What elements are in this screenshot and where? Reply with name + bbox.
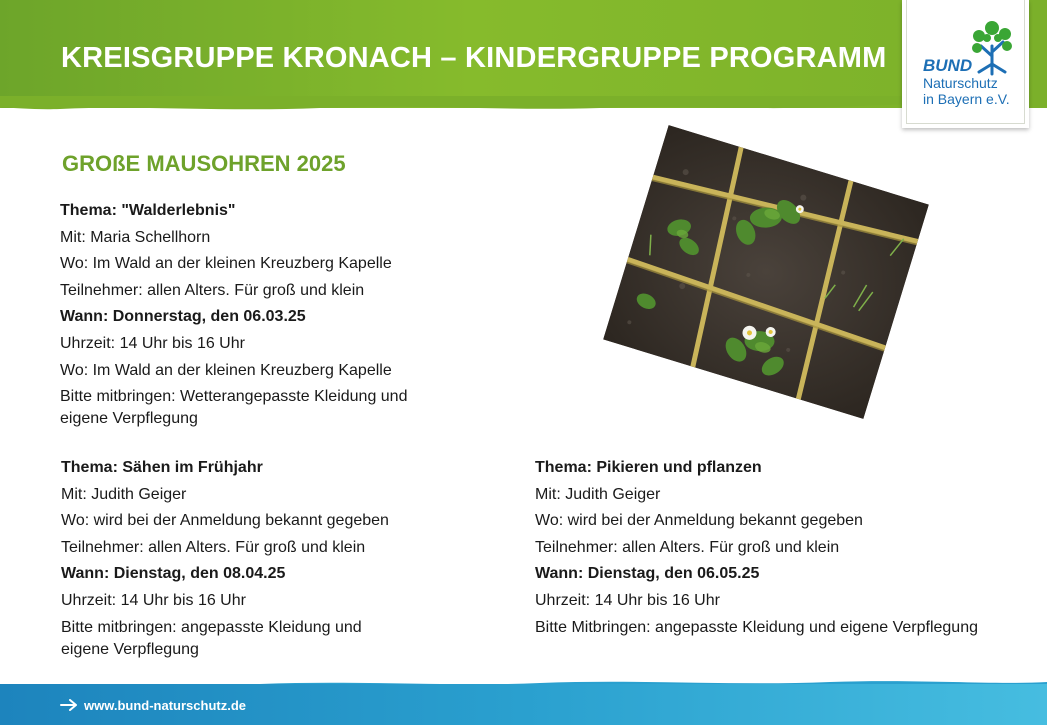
event-wo-2: Wo: Im Wald an der kleinen Kreuzberg Kapelle [60, 361, 392, 379]
garden-photo-image [603, 125, 929, 419]
arrow-right-icon [60, 699, 78, 711]
header-torn-edge [0, 96, 1047, 118]
event-mit: Mit: Judith Geiger [535, 485, 661, 503]
event-wo: Wo: Im Wald an der kleinen Kreuzberg Kapelle [60, 255, 392, 273]
logo-line-1: Naturschutz [923, 75, 998, 91]
event-thema: Thema: "Walderlebnis" [60, 202, 236, 219]
event-thema: Thema: Sähen im Frühjahr [61, 459, 263, 476]
garden-photo [603, 125, 929, 419]
event-teilnehmer: Teilnehmer: allen Alters. Für groß und klein [535, 538, 840, 556]
event-mitbringen: Bitte Mitbringen: angepasste Kleidung und eigene Verpflegung [535, 618, 978, 636]
event-wo: Wo: wird bei der Anmeldung bekannt gegeben [61, 512, 389, 530]
page-title: KREISGRUPPE KRONACH – KINDERGRUPPE PROGRAMM [61, 42, 887, 74]
logo-frame [906, 0, 1025, 124]
event-pikieren [535, 455, 1025, 641]
logo-brand: BUND [923, 56, 973, 75]
event-thema: Thema: Pikieren und pflanzen [535, 459, 762, 476]
event-wann: Wann: Dienstag, den 06.05.25 [535, 565, 760, 583]
event-uhrzeit: Uhrzeit: 14 Uhr bis 16 Uhr [61, 591, 246, 609]
event-saehen [61, 455, 401, 661]
tree-logo-icon [967, 16, 1017, 76]
event-uhrzeit: Uhrzeit: 14 Uhr bis 16 Uhr [60, 334, 245, 352]
website-link[interactable]: www.bund-naturschutz.de [84, 698, 247, 713]
event-uhrzeit: Uhrzeit: 14 Uhr bis 16 Uhr [535, 591, 720, 609]
bund-logo [902, 0, 1029, 128]
event-mit: Mit: Judith Geiger [61, 485, 187, 503]
event-mit: Mit: Maria Schellhorn [60, 228, 211, 246]
event-teilnehmer: Teilnehmer: allen Alters. Für groß und klein [60, 281, 365, 299]
logo-line-2: in Bayern e.V. [923, 91, 1010, 107]
event-mitbringen: Bitte mitbringen: angepasste Kleidung und eigene Verpflegung [61, 618, 362, 658]
program-subtitle: GROßE MAUSOHREN 2025 [62, 151, 346, 176]
event-wann: Wann: Dienstag, den 08.04.25 [61, 565, 286, 583]
event-mitbringen: Bitte mitbringen: Wetterangepasste Kleidung und eigene Verpflegung [60, 388, 408, 428]
event-walderlebnis [60, 198, 420, 430]
event-wann: Wann: Donnerstag, den 06.03.25 [60, 308, 306, 326]
event-wo: Wo: wird bei der Anmeldung bekannt gegeben [535, 512, 863, 530]
event-teilnehmer: Teilnehmer: allen Alters. Für groß und klein [61, 538, 366, 556]
